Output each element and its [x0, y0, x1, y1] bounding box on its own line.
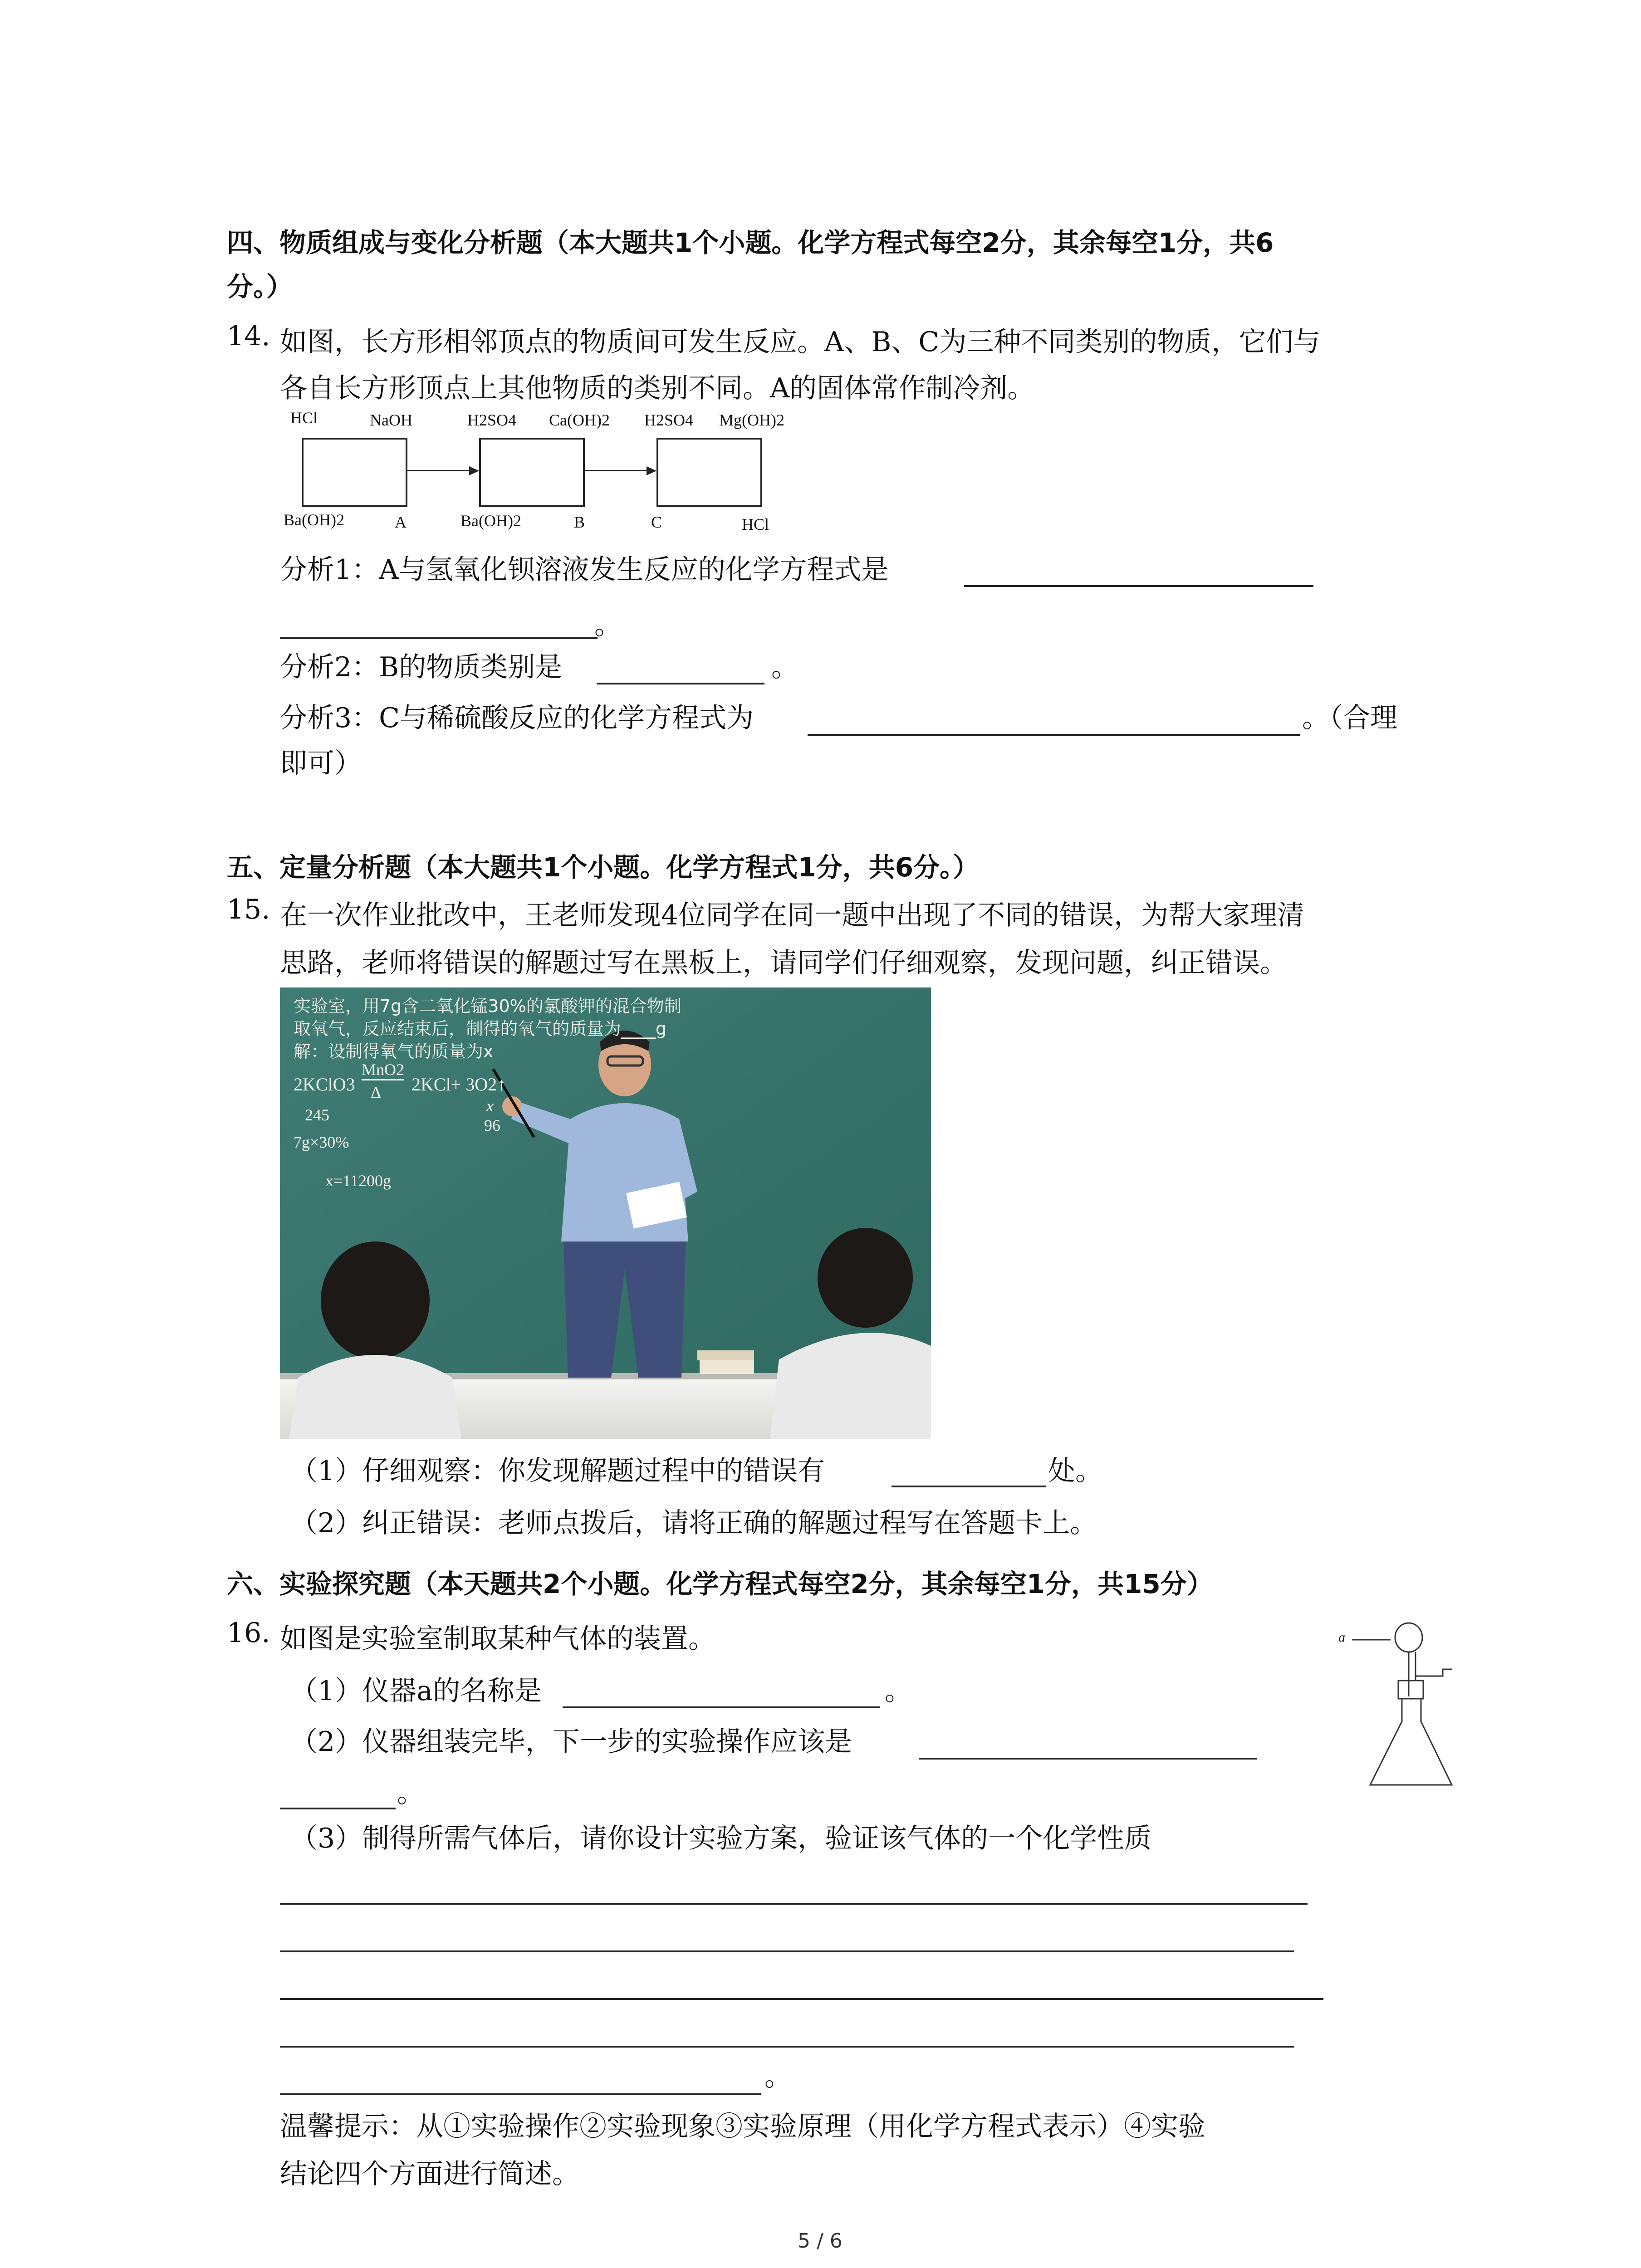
analysis-2-answer-line[interactable]: [597, 683, 764, 684]
q16-number: 16.: [227, 1617, 270, 1649]
q14-text-line1: 如图，长方形相邻顶点的物质间可发生反应。A、B、C为三种不同类别的物质，它们与: [280, 326, 1321, 358]
board-line-2: 取氧气，反应结束后，制得的氧气的质量为____g: [294, 1019, 667, 1039]
q16-sub1-text: （1）仪器a的名称是: [290, 1675, 542, 1707]
box3-bottom-right: HCl: [742, 515, 769, 533]
q14-number: 14.: [227, 320, 270, 352]
apparatus-label-a: a: [1338, 1630, 1345, 1645]
board-mass-245: 245: [305, 1106, 329, 1124]
q14-text-line2: 各自长方形顶点上其他物质的类别不同。A的固体常作制冷剂。: [280, 372, 1035, 404]
flask-funnel-icon: [1338, 1613, 1456, 1794]
box3-top-left: H2SO4: [644, 411, 694, 429]
q16-sub3-text: （3）制得所需气体后，请你设计实验方案，验证该气体的一个化学性质: [290, 1823, 1152, 1854]
q16-sub3-answer-line-2[interactable]: [280, 1950, 1294, 1952]
analysis-2-text: 分析2：B的物质类别是: [280, 651, 563, 683]
q16-sub3-answer-line-1[interactable]: [280, 1903, 1308, 1905]
box3-bottom-left: C: [651, 513, 662, 531]
box1-top-left: HCl: [290, 409, 318, 427]
box2-bottom-right: B: [574, 513, 585, 531]
q15-sub1-text: （1）仔细观察：你发现解题过程中的错误有: [290, 1455, 825, 1487]
board-given: 7g×30%: [294, 1133, 349, 1151]
diagram-box-3: [656, 438, 762, 507]
reaction-diagram: [281, 406, 808, 542]
analysis-1-text: 分析1：A与氢氧化钡溶液发生反应的化学方程式是: [280, 554, 889, 586]
board-mass-96: 96: [484, 1116, 500, 1134]
arrow-1-head: [469, 466, 479, 475]
q15-sub1-answer-line[interactable]: [892, 1486, 1046, 1487]
board-result: x=11200g: [325, 1172, 391, 1190]
q16-tip-line1: 温馨提示：从①实验操作②实验现象③实验原理（用化学方程式表示）④实验: [280, 2111, 1205, 2142]
board-eq-right: 2KCl+ 3O2↑: [411, 1074, 506, 1095]
q16-tip-line2: 结论四个方面进行简述。: [280, 2158, 579, 2190]
q15-number: 15.: [227, 894, 270, 925]
q16-sub1-answer-line[interactable]: [563, 1706, 880, 1708]
classroom-photo: [280, 987, 931, 1439]
box1-bottom-left: Ba(OH)2: [284, 511, 344, 529]
board-line-3: 解：设制得氧气的质量为x: [294, 1041, 494, 1061]
box2-top-left: H2SO4: [467, 411, 517, 429]
q16-sub3-answer-line-5[interactable]: [280, 2093, 761, 2095]
q16-sub1-end: 。: [885, 1675, 912, 1707]
analysis-1-answer-line[interactable]: [964, 585, 1313, 587]
board-catalyst: MnO2: [362, 1060, 404, 1080]
analysis-3-text: 分析3：C与稀硫酸反应的化学方程式为: [280, 702, 754, 734]
q15-sub1-end: 处。: [1048, 1455, 1102, 1487]
analysis-2-end: 。: [771, 651, 798, 683]
q16-sub3-answer-line-4[interactable]: [280, 2046, 1294, 2048]
q16-sub2-answer-line[interactable]: [919, 1758, 1257, 1760]
board-heat: Δ: [371, 1083, 382, 1101]
box2-top-right: Ca(OH)2: [549, 411, 610, 429]
q15-text-line1: 在一次作业批改中，王老师发现4位同学在同一题中出现了不同的错误，为帮大家理清: [280, 899, 1305, 931]
box3-top-right: Mg(OH)2: [719, 411, 784, 429]
q16-text: 如图是实验室制取某种气体的装置。: [280, 1623, 715, 1655]
diagram-box-2: [479, 438, 585, 507]
gas-apparatus: [1338, 1613, 1456, 1794]
q16-sub3-answer-line-3[interactable]: [280, 1998, 1323, 2000]
box1-top-right: NaOH: [370, 411, 412, 429]
board-line-1: 实验室，用7g含二氧化锰30%的氯酸钾的混合物制: [294, 996, 681, 1016]
q16-sub2-end: 。: [397, 1777, 424, 1809]
analysis-1-answer-line-cont[interactable]: [280, 637, 598, 639]
analysis-3-end-cont: 即可）: [280, 748, 362, 779]
board-eq-left: 2KClO3: [294, 1074, 355, 1095]
section-5-heading: 五、定量分析题（本大题共1个小题。化学方程式1分，共6分。）: [227, 852, 980, 883]
box1-bottom-right: A: [395, 513, 407, 531]
section-6-heading: 六、实验探究题（本天题共2个小题。化学方程式每空2分，其余每空1分，共15分）: [227, 1569, 1213, 1599]
board-x: x: [486, 1097, 494, 1115]
section-4-heading: 四、物质组成与变化分析题（本大题共1个小题。化学方程式每空2分，其余每空1分，共6: [227, 227, 1274, 258]
q15-sub2-text: （2）纠正错误：老师点拨后，请将正确的解题过程写在答题卡上。: [290, 1507, 1097, 1539]
box2-bottom-left: Ba(OH)2: [460, 512, 521, 530]
analysis-3-end: 。（合理: [1302, 702, 1397, 734]
analysis-3-answer-line[interactable]: [808, 734, 1300, 736]
analysis-1-end: 。: [594, 609, 622, 641]
q15-text-line2: 思路，老师将错误的解题过写在黑板上，请同学们仔细观察，发现问题，纠正错误。: [280, 947, 1287, 979]
arrow-2-head: [647, 466, 656, 475]
q16-sub2-text: （2）仪器组装完毕，下一步的实验操作应该是: [290, 1726, 852, 1758]
q16-sub2-answer-line-cont[interactable]: [280, 1808, 396, 1809]
arrow-1: [406, 470, 471, 471]
section-4-heading-cont: 分。）: [227, 271, 293, 302]
page-number: 5 / 6: [798, 2229, 843, 2253]
diagram-box-1: [302, 438, 407, 507]
q16-sub3-end: 。: [764, 2061, 792, 2092]
arrow-2: [583, 470, 649, 471]
